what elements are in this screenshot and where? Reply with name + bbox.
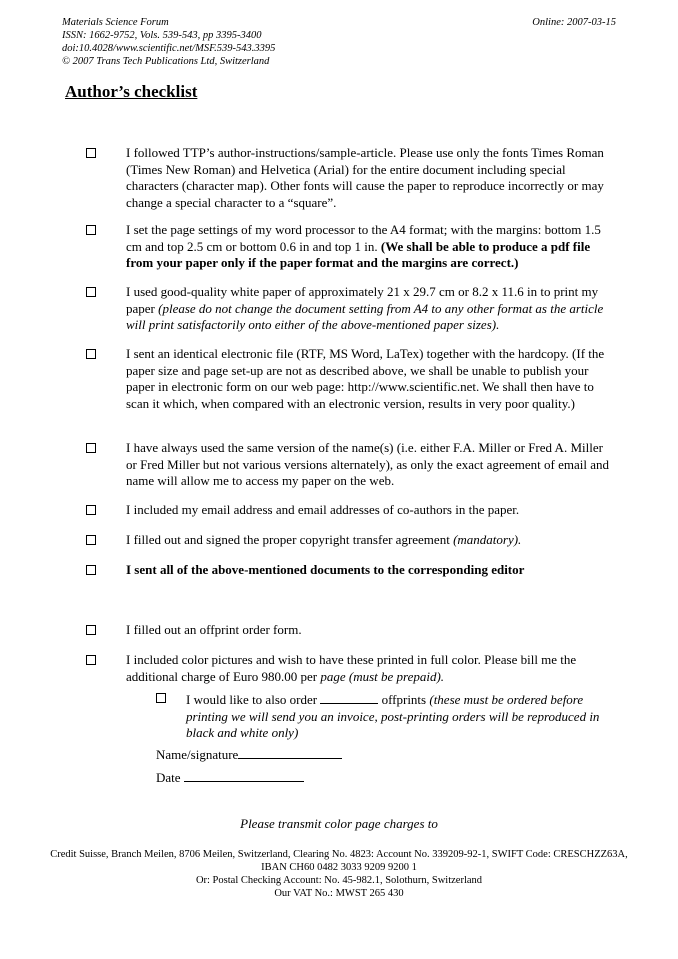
bank-line-1: Credit Suisse, Branch Meilen, 8706 Meilen, Switzerland, Clearing No. 4823: Account No. 339209-92-1, SWIFT Code: CRESCHZZ63A, IBAN CH60 0482 3033 9209 9200 1 [50, 849, 628, 873]
checklist-item-text: I followed TTP’s author-instructions/sample-article. Please use only the fonts Times Roman (Times New Roman) and Helvetica (Arial) for the entire document including special characters (character map). Other fonts will cause the paper to reproduce incorrectly or may change a special character to a “square”. [126, 145, 604, 210]
page-title: Author’s checklist [65, 82, 198, 101]
checkbox[interactable] [86, 625, 96, 635]
bank-details [40, 848, 638, 900]
checkbox[interactable] [86, 443, 96, 453]
journal-name: Materials Science Forum [62, 17, 169, 28]
checklist-item-text: I have always used the same version of the name(s) (i.e. either F.A. Miller or Fred A. Miller or Fred Miller but not various versions alternately), as only the exact agreement of email and name will allow me to access my paper on the web. [126, 440, 610, 488]
transmit-instruction: Please transmit color page charges to [240, 816, 438, 831]
checklist-item-text: I included my email address and email addresses of co-authors in the paper. [126, 502, 520, 517]
offprint-quantity-field[interactable] [320, 690, 378, 704]
checklist-item-text: I set the page settings of my word processor to the A4 format; with the margins: bottom 1.5 cm and top 2.5 cm or bottom 0.6 in and top 1 in. (We shall be able to produce a pdf file from your paper only if the paper format and the margins are correct.) [126, 222, 601, 270]
checklist-item-text: I sent an identical electronic file (RTF, MS Word, LaTex) together with the hardcopy. (If the paper size and page set-up are not as described above, we shall be unable to publish your paper in electronic form on our web page: http://www.scientific.net. We shall then have to scan it which, when compared with an electronic version, results in very poor quality.) [126, 346, 605, 411]
checkbox[interactable] [86, 225, 96, 235]
bank-line-2: Or: Postal Checking Account: No. 45-982.1, Solothurn, Switzerland [195, 875, 483, 886]
checkbox[interactable] [86, 565, 96, 575]
copyright-line: © 2007 Trans Tech Publications Ltd, Switzerland [62, 56, 270, 67]
issn-line: ISSN: 1662-9752, Vols. 539-543, pp 3395-3400 [62, 30, 262, 41]
checkbox[interactable] [86, 349, 96, 359]
date-field[interactable] [184, 768, 304, 782]
checklist-item-text: I sent all of the above-mentioned documents to the corresponding editor [126, 562, 525, 577]
offprint-item-text: I would like to also order offprints (these must be ordered before printing we will send you an invoice, post-printing orders will be reproduced in black and white only) [186, 692, 600, 740]
checkbox[interactable] [86, 287, 96, 297]
online-date: Online: 2007-03-15 [532, 17, 616, 28]
checkbox[interactable] [86, 505, 96, 515]
name-signature-label: Name/signature [156, 747, 239, 762]
vat-line: Our VAT No.: MWST 265 430 [274, 888, 404, 899]
date-row [156, 768, 304, 786]
checklist-item-text: I filled out an offprint order form. [126, 622, 302, 637]
name-signature-field[interactable] [238, 745, 342, 759]
checklist-item-text: I filled out and signed the proper copyright transfer agreement (mandatory). [126, 532, 522, 547]
checkbox[interactable] [156, 693, 166, 703]
page-header-left [62, 16, 275, 68]
date-label: Date [156, 770, 184, 785]
checklist-item-text: I included color pictures and wish to have these printed in full color. Please bill me the additional charge of Euro 980.00 per page (must be prepaid). [126, 652, 577, 684]
checkbox[interactable] [86, 655, 96, 665]
checkbox[interactable] [86, 535, 96, 545]
doi-line: doi:10.4028/www.scientific.net/MSF.539-543.3395 [62, 43, 276, 54]
checklist-item-text: I used good-quality white paper of approximately 21 x 29.7 cm or 8.2 x 11.6 in to print my paper (please do not change the document setting from A4 to any other format as the article will print satisfactorily onto either of the above-mentioned paper sizes). [126, 284, 604, 332]
checkbox[interactable] [86, 148, 96, 158]
name-signature-row [156, 745, 342, 763]
